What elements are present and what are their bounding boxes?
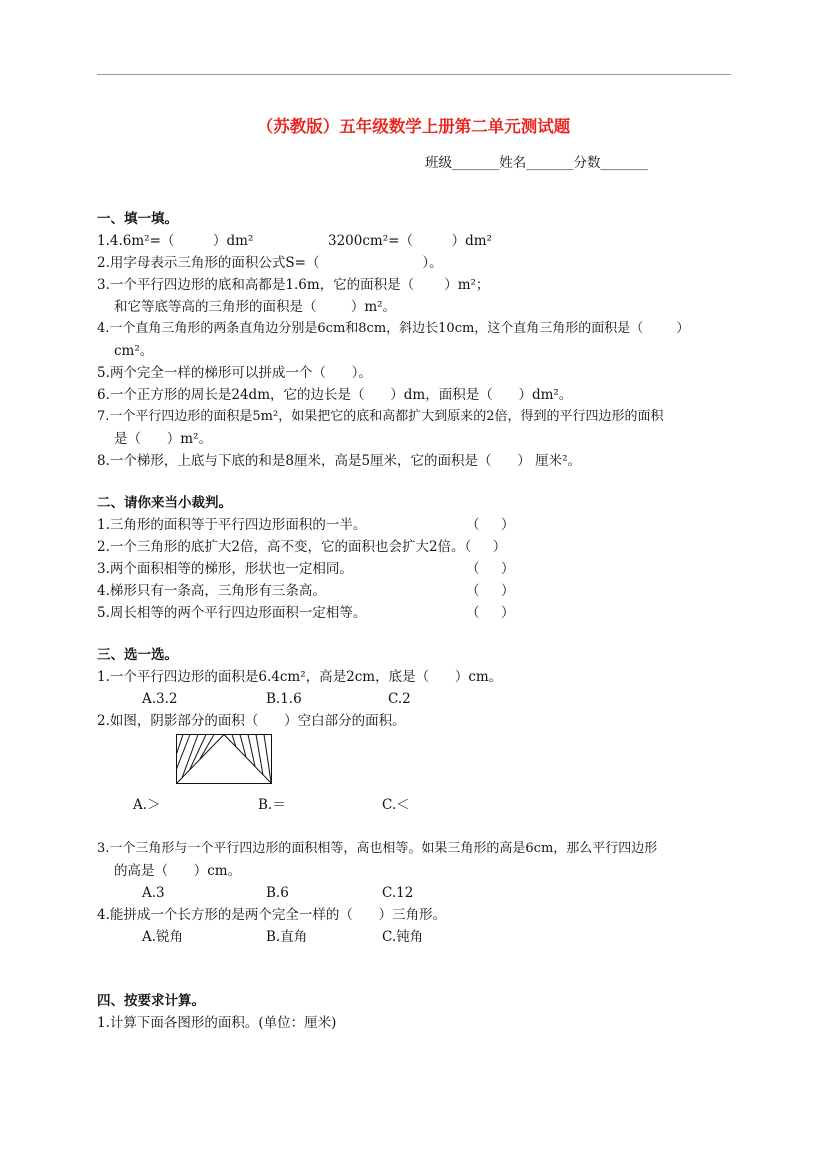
s2-item-2: 2.一个三角形的底扩大2倍，高不变，它的面积也会扩大2倍。（ ） <box>97 539 507 555</box>
s3-q4-option-b: B.直角 <box>266 929 308 945</box>
s2-item-4: 4.梯形只有一条高，三角形有三条高。 <box>97 583 326 599</box>
s1-q2: 2.用字母表示三角形的面积公式S=（ ）。 <box>97 255 443 271</box>
s2-item-1: 1.三角形的面积等于平行四边形面积的一半。 <box>97 517 367 533</box>
s1-q3a: 3.一个平行四边形的底和高都是1.6m，它的面积是（ ）m²； <box>97 277 490 293</box>
s3-q4-option-c: C.钝角 <box>382 929 424 945</box>
s3-q3a: 3.一个三角形与一个平行四边形的面积相等，高也相等。如果三角形的高是6cm，那么平行四边形 <box>97 841 658 856</box>
s3-q3b: 的高是（ ）cm。 <box>114 863 242 879</box>
s1-q6: 6.一个正方形的周长是24dm，它的边长是（ ）dm，面积是（ ）dm²。 <box>97 387 573 403</box>
s3-q3-option-c: C.12 <box>382 885 414 901</box>
s1-q1b: 3200cm²=（ ）dm² <box>328 233 492 249</box>
s3-q3-option-a: A.3 <box>142 885 165 901</box>
s1-q8: 8.一个梯形，上底与下底的和是8厘米，高是5厘米，它的面积是（ ） 厘米²。 <box>97 453 582 469</box>
s2-item-3-paren: （ ） <box>466 561 515 577</box>
section1-heading: 一、填一填。 <box>97 211 178 227</box>
page-title: （苏教版）五年级数学上册第二单元测试题 <box>256 117 571 136</box>
s3-q1-option-a: A.3.2 <box>142 691 178 707</box>
shaded-triangle-rectangle-figure <box>176 734 272 784</box>
s3-q3-option-b: B.6 <box>266 885 289 901</box>
section4-heading: 四、按要求计算。 <box>97 993 205 1009</box>
s3-q2-option-b: B.＝ <box>258 797 286 813</box>
header-rule <box>97 74 731 75</box>
s3-q4-option-a: A.锐角 <box>142 929 184 945</box>
s3-q1-option-b: B.1.6 <box>266 691 302 707</box>
s2-item-3: 3.两个面积相等的梯形，形状也一定相同。 <box>97 561 353 577</box>
s3-q1: 1.一个平行四边形的面积是6.4cm²，高是2cm，底是（ ）cm。 <box>97 669 503 685</box>
s2-item-5-paren: （ ） <box>466 605 515 621</box>
s3-q2: 2.如图，阴影部分的面积（ ）空白部分的面积。 <box>97 713 406 729</box>
s1-q4a: 4.一个直角三角形的两条直角边分别是6cm和8cm，斜边长10cm，这个直角三角形的面积是（ ） <box>97 321 690 336</box>
s3-q2-option-a: A.＞ <box>133 797 161 813</box>
section3-heading: 三、选一选。 <box>97 647 178 663</box>
s3-q4: 4.能拼成一个长方形的是两个完全一样的（ ）三角形。 <box>97 907 447 923</box>
s1-q7a: 7.一个平行四边形的面积是5m²，如果把它的底和高都扩大到原来的2倍，得到的平行四边形的面积 <box>97 409 664 424</box>
s1-q5: 5.两个完全一样的梯形可以拼成一个（ ）。 <box>97 365 372 381</box>
s2-item-5: 5.周长相等的两个平行四边形面积一定相等。 <box>97 605 367 621</box>
s3-q1-option-c: C.2 <box>388 691 411 707</box>
s1-q1a: 1.4.6m²=（ ）dm² <box>97 233 254 249</box>
s2-item-4-paren: （ ） <box>466 583 515 599</box>
s2-item-1-paren: （ ） <box>466 517 515 533</box>
s3-q2-option-c: C.＜ <box>382 797 410 813</box>
s1-q3b: 和它等底等高的三角形的面积是（ ）m²。 <box>114 299 397 315</box>
section2-heading: 二、请你来当小裁判。 <box>97 495 232 511</box>
s1-q7b: 是（ ）m²。 <box>114 431 212 447</box>
s4-q1: 1.计算下面各图形的面积。(单位：厘米) <box>97 1015 337 1031</box>
student-info-line: 班级_______姓名_______分数_______ <box>425 155 648 171</box>
s1-q4b: cm²。 <box>114 343 154 359</box>
